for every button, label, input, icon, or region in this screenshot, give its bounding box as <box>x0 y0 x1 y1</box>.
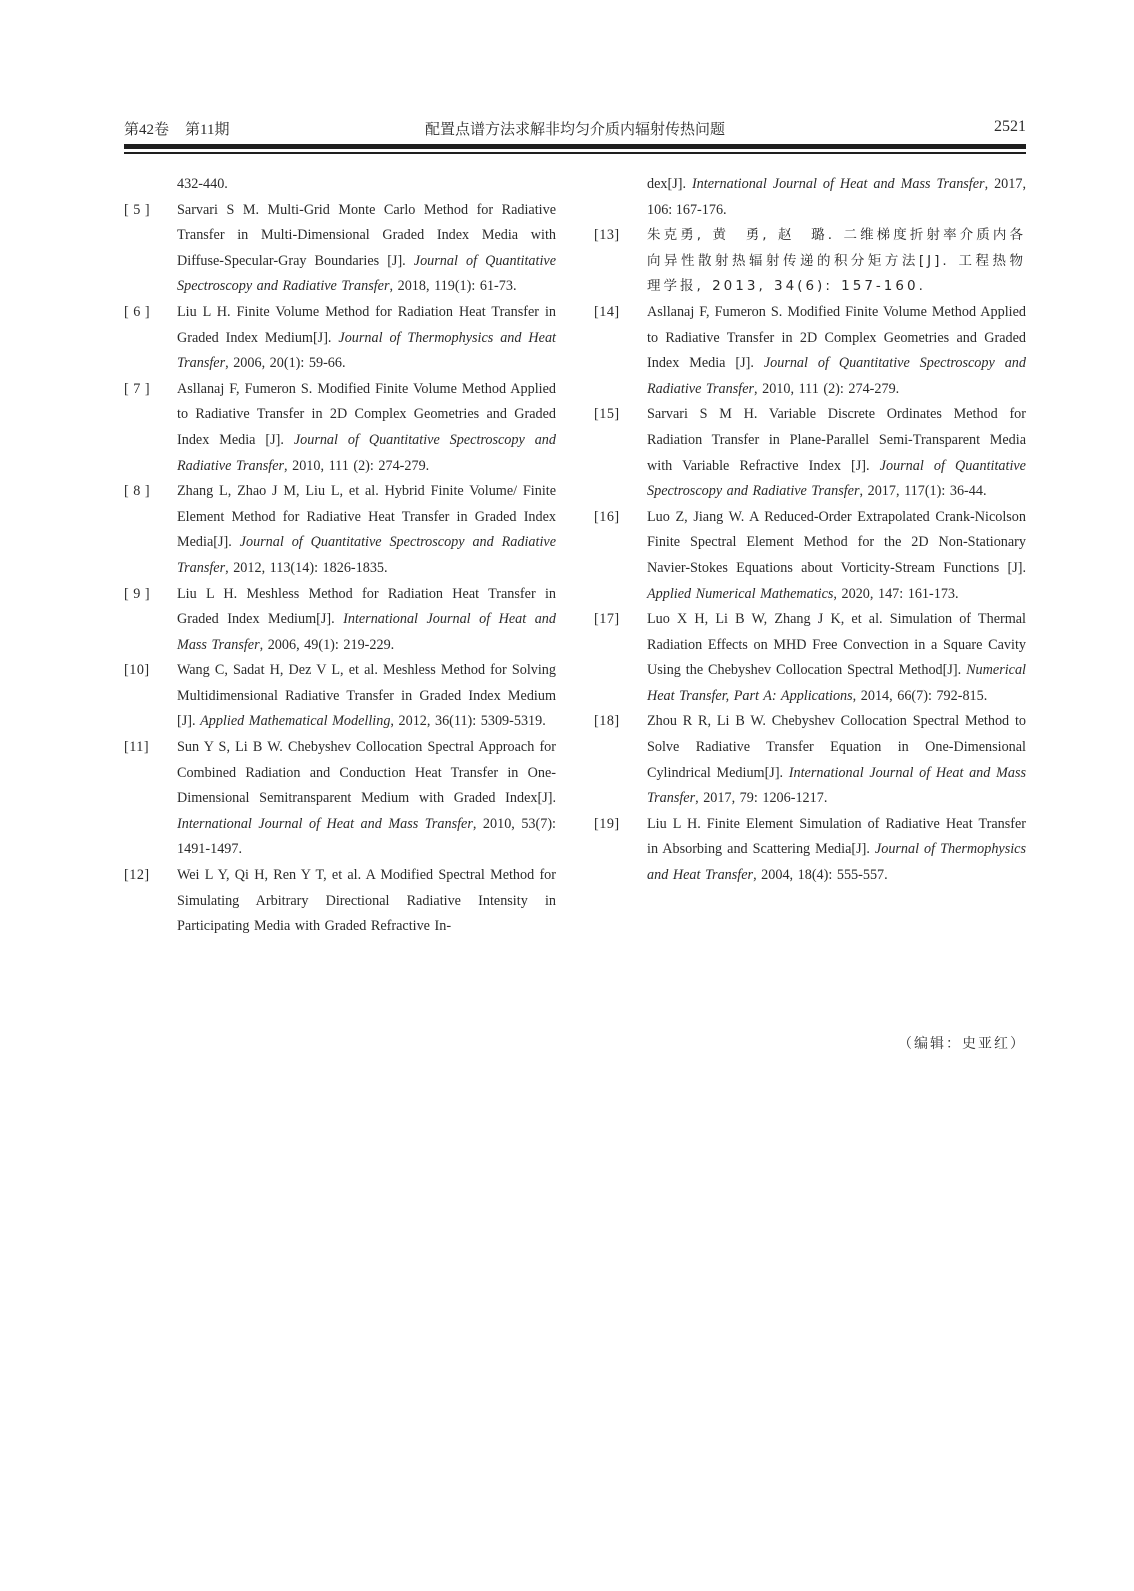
journal-name: International Journal of Heat and Mass Transfer <box>691 176 985 192</box>
reference-body <box>177 300 556 377</box>
journal-name: Journal of Quantitative Spectroscopy and Radiative Transfer <box>177 431 556 474</box>
ref-text: Asllanaj F, Fumeron S. Modified Finite Volume Method Applied to Radiative Transfer in 2D Complex Geometries and Graded Index Media [J]. <box>177 380 556 448</box>
reference-body <box>177 658 556 735</box>
ref-text: 朱克勇, 黄 勇, 赵 璐. 二维梯度折射率介质内各向异性散射热辐射传递的积分矩方法[J]. 工程热物理学报, 2013, 34(6): 157-160. <box>647 227 1026 295</box>
reference-body <box>177 863 556 940</box>
reference-body <box>647 402 1026 504</box>
reference-number: [12] <box>124 867 150 884</box>
reference-number: [18] <box>594 713 620 730</box>
journal-name: Journal of Thermophysics and Heat Transfer <box>647 841 1026 884</box>
ref-text: Zhang L, Zhao J M, Liu L, et al. Hybrid Finite Volume/ Finite Element Method for Radiative Heat Transfer in Graded Index Media[J]. <box>177 483 556 551</box>
reference-item <box>124 377 556 479</box>
ref-text: Liu L H. Finite Volume Method for Radiation Heat Transfer in Graded Index Medium[J]. <box>177 303 556 346</box>
ref-text: Sarvari S M. Multi-Grid Monte Carlo Method for Radiative Transfer in Multi-Dimensional Graded Index Media with Diffuse-Specular-Gray Boundaries [J]. <box>177 201 556 269</box>
volume-label: 第42卷 <box>124 122 170 138</box>
ref-text: Luo Z, Jiang W. A Reduced-Order Extrapolated Crank-Nicolson Finite Spectral Element Method for the 2D Non-Stationary Navier-Stokes Equations about Vorticity-Stream Functions [J]. <box>647 508 1026 576</box>
ref-text: Luo X H, Li B W, Zhang J K, et al. Simulation of Thermal Radiation Effects on MHD Free Convection in a Square Cavity Using the Chebyshev Collocation Spectral Method[J]. <box>647 611 1026 679</box>
journal-name: Journal of Quantitative Spectroscopy and Radiative Transfer <box>177 252 556 295</box>
reference-number: [16] <box>594 508 620 525</box>
journal-name: Applied Numerical Mathematics <box>647 585 834 602</box>
reference-item <box>124 582 556 659</box>
right-column <box>594 172 1026 889</box>
reference-number: [15] <box>594 406 620 423</box>
ref-citation: , 2010, 111 (2): 274-279. <box>754 380 900 397</box>
reference-body <box>647 223 1026 300</box>
journal-name: Applied Mathematical Modelling <box>200 713 391 730</box>
journal-name: Journal of Quantitative Spectroscopy and Radiative Transfer <box>177 534 557 576</box>
reference-item <box>594 505 1026 607</box>
ref-text: Asllanaj F, Fumeron S. Modified Finite Volume Method Applied to Radiative Transfer in 2D Complex Geometries and Graded Index Media [J]. <box>647 303 1026 372</box>
reference-item <box>124 735 556 863</box>
reference-body <box>177 377 556 479</box>
ref-citation: , 2012, 113(14): 1826-1835. <box>225 559 388 576</box>
header-rule-thick <box>124 144 1026 149</box>
reference-item <box>594 223 1026 300</box>
journal-name: Journal of Quantitative Spectroscopy and Radiative Transfer <box>647 457 1026 500</box>
reference-number: [10] <box>124 662 150 679</box>
reference-item <box>594 300 1026 402</box>
reference-body <box>647 812 1026 889</box>
page-number: 2521 <box>994 118 1026 135</box>
ref-citation: , 2006, 49(1): 219-229. <box>259 636 395 653</box>
reference-number: [ 8 ] <box>124 483 151 500</box>
ref-citation: , 2006, 20(1): 59-66. <box>225 355 346 372</box>
reference-number: [ 6 ] <box>124 303 151 320</box>
ref-citation: , 2004, 18(4): 555-557. <box>753 867 888 884</box>
reference-item <box>124 479 556 581</box>
journal-name: Journal of Quantitative Spectroscopy and Radiative Transfer <box>647 355 1026 397</box>
ref-citation: , 2010, 111 (2): 274-279. <box>284 457 430 474</box>
ref-citation: , 2020, 147: 161-173. <box>833 585 959 602</box>
reference-list-right <box>594 223 1026 888</box>
journal-name: Numerical Heat Transfer, Part A: Applications <box>647 662 1026 704</box>
running-header <box>124 118 1026 140</box>
reference-item <box>594 812 1026 889</box>
journal-name: International Journal of Heat and Mass Transfer <box>177 611 556 653</box>
left-column <box>124 172 556 940</box>
ref-text: Sun Y S, Li B W. Chebyshev Collocation Spectral Approach for Combined Radiation and Conduction Heat Transfer in One-Dimensional Semitransparent Medium with Graded Index[J]. <box>177 739 556 807</box>
ref-citation: , 2014, 66(7): 792-815. <box>852 687 988 704</box>
ref-text: dex[J]. <box>647 176 692 192</box>
editor-note: （编辑：史亚红） <box>898 1036 1026 1052</box>
reference-number: [ 7 ] <box>124 380 151 397</box>
reference-body <box>647 505 1026 607</box>
ref-citation: , 2018, 119(1): 61-73. <box>389 278 517 295</box>
ref-citation: , 2017, 106: 167-176. <box>647 176 1026 218</box>
reference-body <box>177 735 556 863</box>
reference-item <box>124 300 556 377</box>
reference-number: [ 5 ] <box>124 201 151 218</box>
reference-body <box>647 300 1026 402</box>
journal-name: International Journal of Heat and Mass Transfer <box>177 815 473 832</box>
ref-text: Liu L H. Finite Element Simulation of Radiative Heat Transfer in Absorbing and Scattering Media[J]. <box>647 815 1026 858</box>
reference-item <box>124 863 556 940</box>
running-title: 配置点谱方法求解非均匀介质内辐射传热问题 <box>424 122 725 138</box>
ref-citation: , 2017, 117(1): 36-44. <box>859 483 987 500</box>
reference-item <box>594 709 1026 811</box>
reference-list-left <box>124 198 556 940</box>
header-rule-thin <box>124 152 1026 154</box>
ref-text: Wei L Y, Qi H, Ren Y T, et al. A Modified Spectral Method for Simulating Arbitrary Directional Radiative Intensity in Participating Media with Graded Refractive In- <box>177 867 556 935</box>
journal-name: Journal of Thermophysics and Heat Transfer <box>177 329 556 372</box>
reference-item <box>594 607 1026 709</box>
reference-number: [13] <box>594 227 620 244</box>
reference-number: [19] <box>594 815 620 832</box>
reference-continuation <box>594 172 1026 223</box>
issue-label: 第11期 <box>185 122 230 138</box>
ref-citation: , 2012, 36(11): 5309-5319. <box>390 713 546 730</box>
reference-item <box>124 198 556 300</box>
reference-number: [14] <box>594 303 620 320</box>
reference-number: [ 9 ] <box>124 585 151 602</box>
reference-number: [11] <box>124 739 150 756</box>
reference-body <box>647 607 1026 709</box>
ref-text: Sarvari S M H. Variable Discrete Ordinates Method for Radiation Transfer in Plane-Parallel Semi-Transparent Media with Variable Refractive Index [J]. <box>647 406 1026 474</box>
reference-item <box>594 402 1026 504</box>
reference-body <box>177 479 556 581</box>
reference-item <box>124 658 556 735</box>
ref-citation: , 2010, 53(7): 1491-1497. <box>177 815 556 858</box>
ref-text: Wang C, Sadat H, Dez V L, et al. Meshless Method for Solving Multidimensional Radiative Transfer in Graded Index Medium [J]. <box>177 662 556 730</box>
ref-text: Zhou R R, Li B W. Chebyshev Collocation Spectral Method to Solve Radiative Transfer Equation in One-Dimensional Cylindrical Medium[J]. <box>647 713 1026 781</box>
journal-name: International Journal of Heat and Mass Transfer <box>647 764 1026 807</box>
reference-body <box>177 198 556 300</box>
reference-body <box>177 582 556 659</box>
reference-continuation: 432-440. <box>177 176 228 192</box>
reference-body <box>647 709 1026 811</box>
reference-number: [17] <box>594 611 620 628</box>
ref-citation: , 2017, 79: 1206-1217. <box>695 790 828 807</box>
ref-text: Liu L H. Meshless Method for Radiation Heat Transfer in Graded Index Medium[J]. <box>177 585 556 628</box>
